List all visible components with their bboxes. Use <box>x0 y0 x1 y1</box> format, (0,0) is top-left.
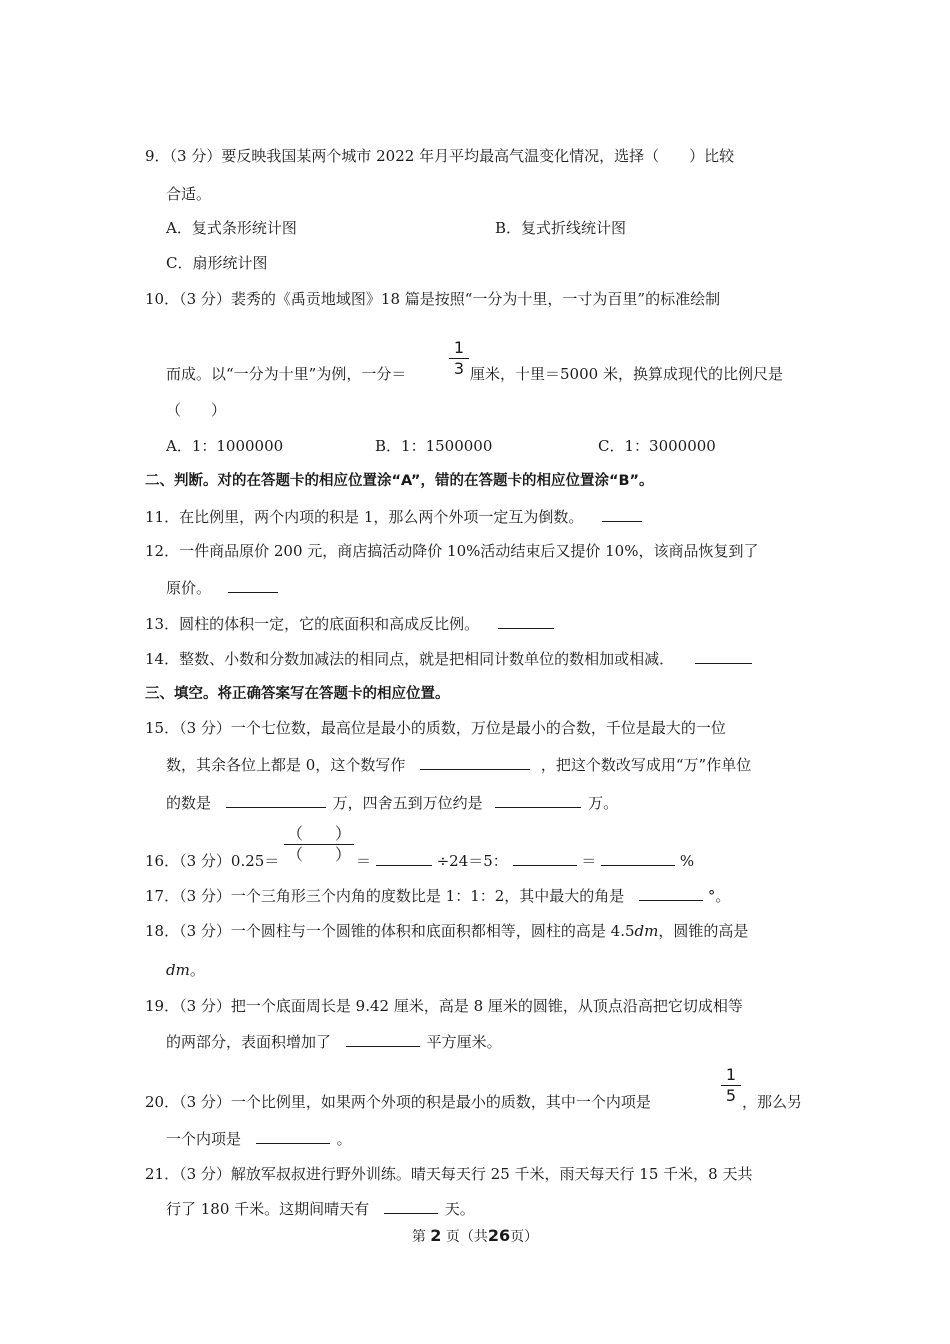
q17-text: 17．（3 分）一个三角形三个内角的度数比是 1：1：2，其中最大的角是 <box>145 887 625 905</box>
q15-line3-mid: 万，四舍五到万位约是 <box>332 794 483 812</box>
q18-unit-dm: dm <box>634 922 659 940</box>
q18-line1-end: ，圆锥的高是 <box>658 922 749 940</box>
page-footer <box>0 1226 950 1246</box>
q11 <box>145 507 642 527</box>
q15-blank-round[interactable] <box>495 793 581 808</box>
q14-answer-blank[interactable] <box>695 649 752 664</box>
q20-line2 <box>166 1129 352 1149</box>
q9-line1: 9．（3 分）要反映我国某两个城市 2022 年月平均最高气温变化情况，选择（ ）比较 <box>145 147 735 165</box>
q15-line3-end: 万。 <box>588 794 619 812</box>
q15-line2-start: 数，其余各位上都是 0，这个数写作 <box>166 756 406 774</box>
q15-line2-end: ，把这个数改写成用“万”作单位 <box>540 756 752 774</box>
q15-line3 <box>166 793 618 813</box>
q19-line2-end: 平方厘米。 <box>426 1033 502 1051</box>
q18-line1-start: 18．（3 分）一个圆柱与一个圆锥的体积和底面积都相等，圆柱的高是 4.5 <box>145 922 635 940</box>
q14 <box>145 649 752 669</box>
q9-line2: 合适。 <box>166 185 212 203</box>
q17 <box>145 886 730 906</box>
q12-line2 <box>166 578 278 598</box>
q12-answer-blank[interactable] <box>228 578 278 593</box>
q15-line3-start: 的数是 <box>166 794 212 812</box>
q10-line3: （ ） <box>166 401 227 419</box>
q21-line2-start: 行了 180 千米。这期间晴天有 <box>166 1200 370 1218</box>
q15-line1: 15．（3 分）一个七位数，最高位是最小的质数，万位是最小的合数，千位是最大的一位 <box>145 719 726 737</box>
q19-line1: 19．（3 分）把一个底面周长是 9.42 厘米，高是 8 厘米的圆锥，从顶点沿高把它切成相等 <box>145 997 743 1015</box>
q12-line1: 12．一件商品原价 200 元，商店搞活动降价 10%活动结束后又提价 10%，该商品恢复到了 <box>145 542 759 560</box>
q15-blank-wan[interactable] <box>226 793 326 808</box>
q18-unit-dm-2: dm <box>166 961 190 979</box>
footer-pre: 第 <box>411 1229 426 1245</box>
section3-heading: 三、填空。将正确答案写在答题卡的相应位置。 <box>145 686 450 702</box>
q18-line2 <box>166 960 205 980</box>
q16-div: ÷24＝5： <box>436 852 508 870</box>
q13-answer-blank[interactable] <box>498 614 554 629</box>
q18-line1 <box>145 921 748 941</box>
q10-fraction <box>449 339 469 378</box>
q16-fraction <box>284 825 354 864</box>
q10-option-b: B．1：1500000 <box>375 437 493 455</box>
q16-prefix: 16．（3 分）0.25＝ <box>145 852 280 870</box>
q21-line2 <box>166 1199 475 1219</box>
q13-text: 13．圆柱的体积一定，它的底面积和高成反比例。 <box>145 615 480 633</box>
q16-percent: % <box>679 852 695 870</box>
q17-answer-blank[interactable] <box>639 886 703 901</box>
q15-blank-number[interactable] <box>420 755 530 770</box>
q19-answer-blank[interactable] <box>346 1032 420 1047</box>
q20-line2-start: 一个内项是 <box>166 1130 242 1148</box>
q10-option-a: A．1：1000000 <box>166 437 284 455</box>
q13 <box>145 614 554 634</box>
q10-fraction-denominator: 3 <box>453 359 465 378</box>
q10-fraction-numerator: 1 <box>453 338 465 357</box>
q20-answer-blank[interactable] <box>256 1129 330 1144</box>
q16-fraction-denominator[interactable]: （ ） <box>286 845 351 864</box>
q10-line1: 10．（3 分）裴秀的《禹贡地域图》18 篇是按照“一分为十里，一寸为百里”的标准绘制 <box>145 290 721 308</box>
q20-line2-end: 。 <box>336 1130 352 1148</box>
footer-total-pages: 26 <box>487 1226 511 1245</box>
footer-mid: 页（共 <box>445 1229 488 1245</box>
section2-heading: 二、判断。对的在答题卡的相应位置涂“A”，错的在答题卡的相应位置涂“B”。 <box>145 473 654 489</box>
q16-rest <box>356 851 694 871</box>
footer-post: 页） <box>510 1229 539 1245</box>
q16-blank-percent[interactable] <box>601 851 675 866</box>
q11-answer-blank[interactable] <box>602 507 642 522</box>
q20-fraction-denominator: 5 <box>725 1086 737 1105</box>
q18-line2-end: 。 <box>189 961 205 979</box>
q20-line1-end: ，那么另 <box>742 1093 803 1111</box>
q10-line2-end: 厘米，十里＝5000 米，换算成现代的比例尺是 <box>470 365 783 383</box>
q16-blank-ratio[interactable] <box>513 851 577 866</box>
q21-line2-end: 天。 <box>444 1200 475 1218</box>
q9-option-a: A．复式条形统计图 <box>166 219 297 237</box>
q20-fraction-numerator: 1 <box>725 1065 737 1084</box>
q19-line2 <box>166 1032 502 1052</box>
q20-fraction <box>721 1066 741 1105</box>
q19-line2-start: 的两部分，表面积增加了 <box>166 1033 332 1051</box>
q16-fraction-numerator[interactable]: （ ） <box>286 824 351 843</box>
q14-text: 14．整数、小数和分数加减法的相同点，就是把相同计数单位的数相加或相减． <box>145 650 675 668</box>
q12-line2-text: 原价。 <box>166 579 212 597</box>
q9-option-c: C．扇形统计图 <box>166 254 268 272</box>
q11-text: 11．在比例里，两个内项的积是 1，那么两个外项一定互为倒数。 <box>145 508 584 526</box>
q9-option-b: B．复式折线统计图 <box>495 219 627 237</box>
q16-eq2: ＝ <box>581 852 597 870</box>
q10-option-c: C．1：3000000 <box>598 437 716 455</box>
q16-blank-dividend[interactable] <box>376 851 432 866</box>
q17-suffix: °。 <box>707 887 731 905</box>
q15-line2 <box>166 755 751 775</box>
q21-answer-blank[interactable] <box>384 1199 438 1214</box>
q20-line1-start: 20．（3 分）一个比例里，如果两个外项的积是最小的质数，其中一个内项是 <box>145 1093 651 1111</box>
q21-line1: 21．（3 分）解放军叔叔进行野外训练。晴天每天行 25 千米，雨天每天行 15 千米，8 天共 <box>145 1165 753 1183</box>
q10-line2-start: 而成。以“一分为十里”为例，一分＝ <box>166 365 407 383</box>
q16-eq1: ＝ <box>356 852 372 870</box>
footer-page-number: 2 <box>430 1226 442 1245</box>
